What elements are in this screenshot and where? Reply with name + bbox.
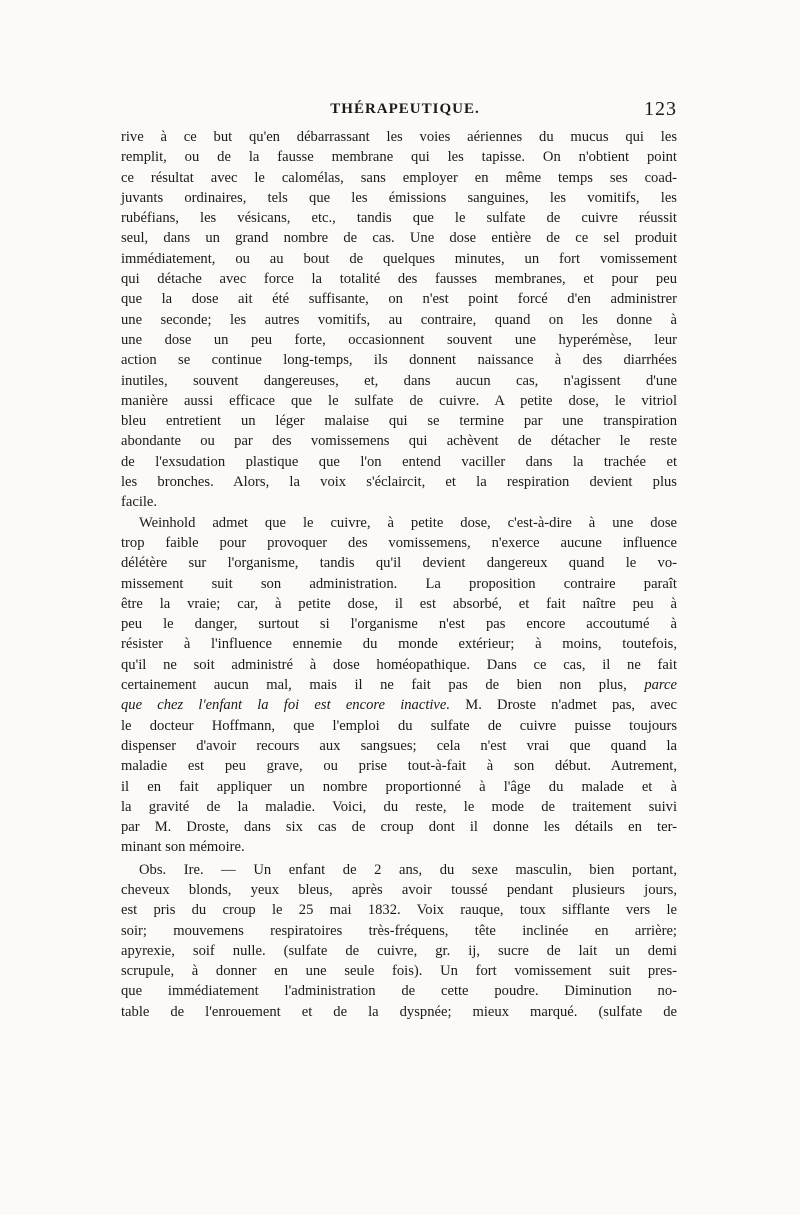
line-text: une dose un peu forte, occasionnent souvent une hyperémèse, leur: [121, 331, 677, 348]
line-text: trop faible pour provoquer des vomissemens, n'exerce aucune influence: [121, 534, 677, 551]
text-line: [121, 981, 677, 1001]
text-line: [121, 330, 677, 350]
line-text: abondante ou par des vomissemens qui achèvent de détacher le reste: [121, 433, 677, 450]
text-line: [121, 756, 677, 776]
text-line: [121, 655, 677, 675]
line-text: juvants ordinaires, tels que les émissions sanguines, les vomitifs, les: [121, 189, 677, 206]
page-header: [133, 98, 677, 125]
line-text: une seconde; les autres vomitifs, au contraire, quand on les donne à: [121, 311, 677, 328]
line-text: peu le danger, surtout si l'organisme n'est pas encore accoutumé à: [121, 616, 677, 633]
text-line: [121, 188, 677, 208]
text-line: [121, 289, 677, 309]
text-line: [121, 208, 677, 228]
text-line: [121, 350, 677, 370]
line-text: de l'exsudation plastique que l'on entend vaciller dans la trachée et: [121, 453, 677, 470]
line-text: inutiles, souvent dangereuses, et, dans aucun cas, n'agissent d'une: [121, 372, 677, 389]
running-title: THÉRAPEUTIQUE.: [330, 101, 480, 117]
line-text: Obs. Ire. — Un enfant de 2 ans, du sexe masculin, bien portant,: [139, 861, 677, 878]
line-text: dispenser d'avoir recours aux sangsues; cela n'est vrai que quand la: [121, 737, 677, 754]
text-line: [121, 533, 677, 553]
text-line: [121, 837, 677, 857]
text-line: [121, 513, 677, 533]
text-line: [121, 941, 677, 961]
text-line: [121, 797, 677, 817]
line-text: immédiatement, ou au bout de quelques minutes, un fort vomissement: [121, 250, 677, 267]
line-text: certainement aucun mal, mais il ne fait pas de bien non plus,: [121, 677, 627, 694]
line-text: que immédiatement l'administration de cette poudre. Diminution no-: [121, 983, 677, 1000]
line-text: résister à l'influence ennemie du monde extérieur; à moins, toutefois,: [121, 636, 677, 653]
line-text: par M. Droste, dans six cas de croup dont il donne les détails en ter-: [121, 819, 677, 836]
line-text: facile.: [121, 494, 158, 511]
italic-phrase: parce: [644, 677, 677, 694]
text-line: [121, 147, 677, 167]
line-text: scrupule, à donner en une seule fois). Un fort vomissement suit pres-: [121, 963, 677, 980]
text-line: [121, 452, 677, 472]
line-text: table de l'enrouement et de la dyspnée; mieux marqué. (sulfate de: [121, 1003, 677, 1020]
line-text: M. Droste n'admet pas, avec: [450, 697, 677, 714]
text-line: [121, 880, 677, 900]
line-text: remplit, ou de la fausse membrane qui les tapisse. On n'obtient point: [121, 149, 677, 166]
line-text: que la dose ait été suffisante, on n'est point forcé d'en administrer: [121, 291, 677, 308]
text-line: [121, 310, 677, 330]
line-text: apyrexie, soif nulle. (sulfate de cuivre, gr. ij, sucre de lait un demi: [121, 942, 677, 959]
text-line: [121, 921, 677, 941]
line-text: bleu entretient un léger malaise qui se termine par une transpiration: [121, 413, 677, 430]
text-line: [121, 900, 677, 920]
page-number: 123: [644, 98, 677, 120]
line-text: cheveux blonds, yeux bleus, après avoir toussé pendant plusieurs jours,: [121, 881, 677, 898]
line-text: qui détache avec force la totalité des fausses membranes, et pour peu: [121, 271, 677, 288]
line-text: seul, dans un grand nombre de cas. Une dose entière de ce sel produit: [121, 230, 677, 247]
line-text: ce résultat avec le calomélas, sans employer en même temps ses coad-: [121, 169, 677, 186]
line-text: action se continue long-temps, ils donnent naissance à des diarrhées: [121, 352, 677, 369]
text-line: [121, 716, 677, 736]
text-line: [121, 249, 677, 269]
text-line: [121, 168, 677, 188]
line-text: être la vraie; car, à petite dose, il est absorbé, et fait naître peu à: [121, 595, 677, 612]
body-text: [121, 127, 677, 1022]
text-line: [121, 1002, 677, 1022]
italic-phrase: que chez l'enfant la foi est encore inactive.: [121, 697, 451, 714]
text-line: [121, 553, 677, 573]
text-line: [121, 472, 677, 492]
text-line: [121, 411, 677, 431]
line-text: Weinhold admet que le cuivre, à petite dose, c'est-à-dire à une dose: [139, 514, 677, 531]
text-line: [121, 736, 677, 756]
line-text: le docteur Hoffmann, que l'emploi du sulfate de cuivre puisse toujours: [121, 717, 677, 734]
line-text: délétère sur l'organisme, tandis qu'il devient dangereux quand le vo-: [121, 555, 677, 572]
line-text: minant son mémoire.: [121, 839, 245, 856]
text-line: [121, 860, 677, 880]
text-line: [121, 695, 677, 715]
text-line: [121, 371, 677, 391]
text-line: [121, 675, 677, 695]
line-text: les bronches. Alors, la voix s'éclaircit, et la respiration devient plus: [121, 474, 677, 491]
text-line: [121, 431, 677, 451]
line-text: rubéfians, les vésicans, etc., tandis que le sulfate de cuivre réussit: [121, 210, 677, 227]
line-text: missement suit son administration. La proposition contraire paraît: [121, 575, 677, 592]
line-text: soir; mouvemens respiratoires très-fréquens, tête inclinée en arrière;: [121, 922, 677, 939]
line-text: qu'il ne soit administré à dose homéopathique. Dans ce cas, il ne fait: [121, 656, 677, 673]
text-line: [121, 391, 677, 411]
text-line: [121, 777, 677, 797]
line-text: rive à ce but qu'en débarrassant les voies aériennes du mucus qui les: [121, 129, 677, 145]
text-line: [121, 594, 677, 614]
text-line: [121, 492, 677, 512]
text-line: [121, 614, 677, 634]
line-text: il en fait appliquer un nombre proportionné à l'âge du malade et à: [121, 778, 677, 795]
text-line: [121, 634, 677, 654]
text-line: [121, 817, 677, 837]
text-line: [121, 269, 677, 289]
text-line: [121, 228, 677, 248]
text-line: [121, 961, 677, 981]
line-text: la gravité de la maladie. Voici, du reste, le mode de traitement suivi: [121, 798, 677, 815]
line-text: manière aussi efficace que le sulfate de cuivre. A petite dose, le vitriol: [121, 392, 677, 409]
line-text: maladie est peu grave, ou prise tout-à-fait à son début. Autrement,: [121, 758, 677, 775]
text-line: [121, 127, 677, 147]
text-line: [121, 574, 677, 594]
line-text: est pris du croup le 25 mai 1832. Voix rauque, toux sifflante vers le: [121, 902, 677, 919]
